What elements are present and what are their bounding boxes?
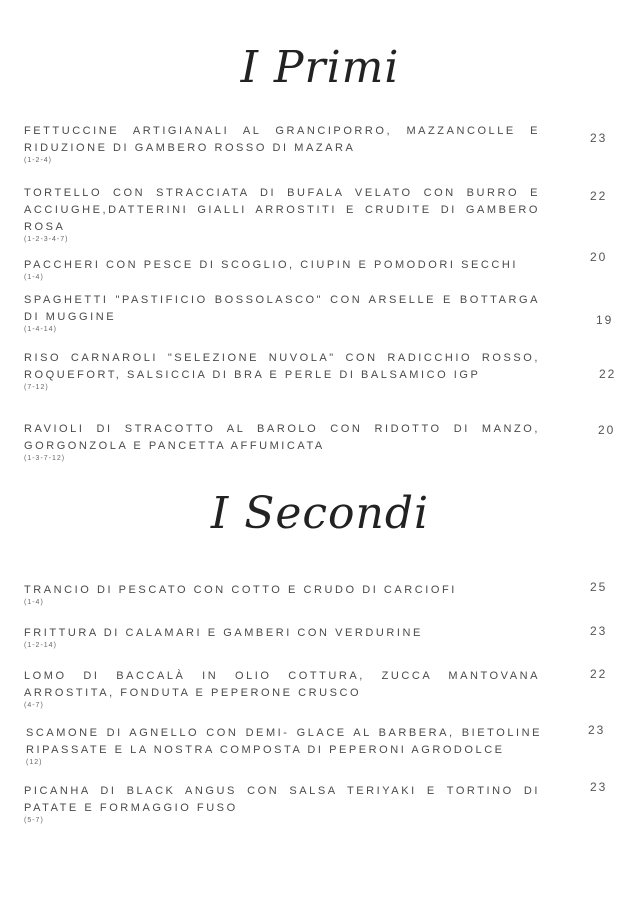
menu-item: [24, 668, 640, 710]
dish-price: 22: [590, 189, 608, 203]
dish-price: 20: [590, 250, 608, 264]
dish-price: 19: [596, 313, 614, 327]
dish-name: FETTUCCINE ARTIGIANALI AL GRANCIPORRO, MAZZANCOLLE E RIDUZIONE DI GAMBERO ROSSO DI MAZARA: [24, 125, 540, 154]
primi-heading: I Primi: [240, 42, 400, 93]
allergen-codes: (1-4): [24, 599, 44, 606]
dish-price: 23: [590, 131, 608, 145]
dish-price: 25: [590, 580, 608, 594]
menu-item: [24, 350, 640, 392]
allergen-codes: (1-4): [24, 274, 44, 281]
menu-item: [24, 582, 640, 607]
dish-price: 23: [588, 723, 606, 737]
allergen-codes: (1-2-14): [24, 642, 57, 649]
dish-price: 20: [598, 423, 616, 437]
dish-name: RAVIOLI DI STRACOTTO AL BAROLO CON RIDOTTO DI MANZO, GORGONZOLA E PANCETTA AFFUMICATA: [24, 423, 540, 452]
allergen-codes: (12): [26, 759, 43, 766]
dish-name: LOMO DI BACCALÀ IN OLIO COTTURA, ZUCCA MANTOVANA ARROSTITA, FONDUTA E PEPERONE CRUSCO: [24, 670, 540, 699]
allergen-codes: (5-7): [24, 817, 44, 824]
menu-item: [24, 250, 640, 282]
dish-price: 22: [599, 367, 617, 381]
dish-price: 23: [590, 780, 608, 794]
menu-item: [24, 780, 640, 825]
allergen-codes: (4-7): [24, 702, 44, 709]
dish-name: SPAGHETTI "PASTIFICIO BOSSOLASCO" CON ARSELLE E BOTTARGA DI MUGGINE: [24, 294, 540, 323]
menu-item: [24, 625, 640, 650]
menu-item: [24, 292, 640, 334]
allergen-codes: (1-2-4): [24, 157, 53, 164]
menu-item: [24, 421, 640, 463]
menu-item: [24, 185, 640, 244]
allergen-codes: (7-12): [24, 384, 49, 391]
dish-name: RISO CARNAROLI "SELEZIONE NUVOLA" CON RADICCHIO ROSSO, ROQUEFORT, SALSICCIA DI BRA E PERLE DI BALSAMICO IGP: [24, 352, 540, 381]
allergen-codes: (1-4-14): [24, 326, 57, 333]
dish-name: PACCHERI CON PESCE DI SCOGLIO, CIUPIN E POMODORI SECCHI: [24, 259, 518, 271]
dish-name: FRITTURA DI CALAMARI E GAMBERI CON VERDURINE: [24, 627, 423, 639]
dish-name: SCAMONE DI AGNELLO CON DEMI- GLACE AL BARBERA, BIETOLINE RIPASSATE E LA NOSTRA COMPOSTA DI PEPERONI AGRODOLCE: [26, 727, 542, 756]
dish-name: TORTELLO CON STRACCIATA DI BUFALA VELATO CON BURRO E ACCIUGHE,DATTERINI GIALLI ARROSTITI E CRUDITE DI GAMBERO ROSA: [24, 187, 540, 233]
dish-price: 22: [590, 667, 608, 681]
allergen-codes: (1-3-7-12): [24, 455, 66, 462]
allergen-codes: (1-2-3-4-7): [24, 236, 69, 243]
dish-name: PICANHA DI BLACK ANGUS CON SALSA TERIYAKI E TORTINO DI PATATE E FORMAGGIO FUSO: [24, 785, 540, 814]
dish-name: TRANCIO DI PESCATO CON COTTO E CRUDO DI CARCIOFI: [24, 584, 457, 596]
dish-price: 23: [590, 624, 608, 638]
menu-item: [24, 123, 640, 165]
menu-item: [26, 725, 640, 767]
secondi-heading: I Secondi: [210, 488, 430, 539]
